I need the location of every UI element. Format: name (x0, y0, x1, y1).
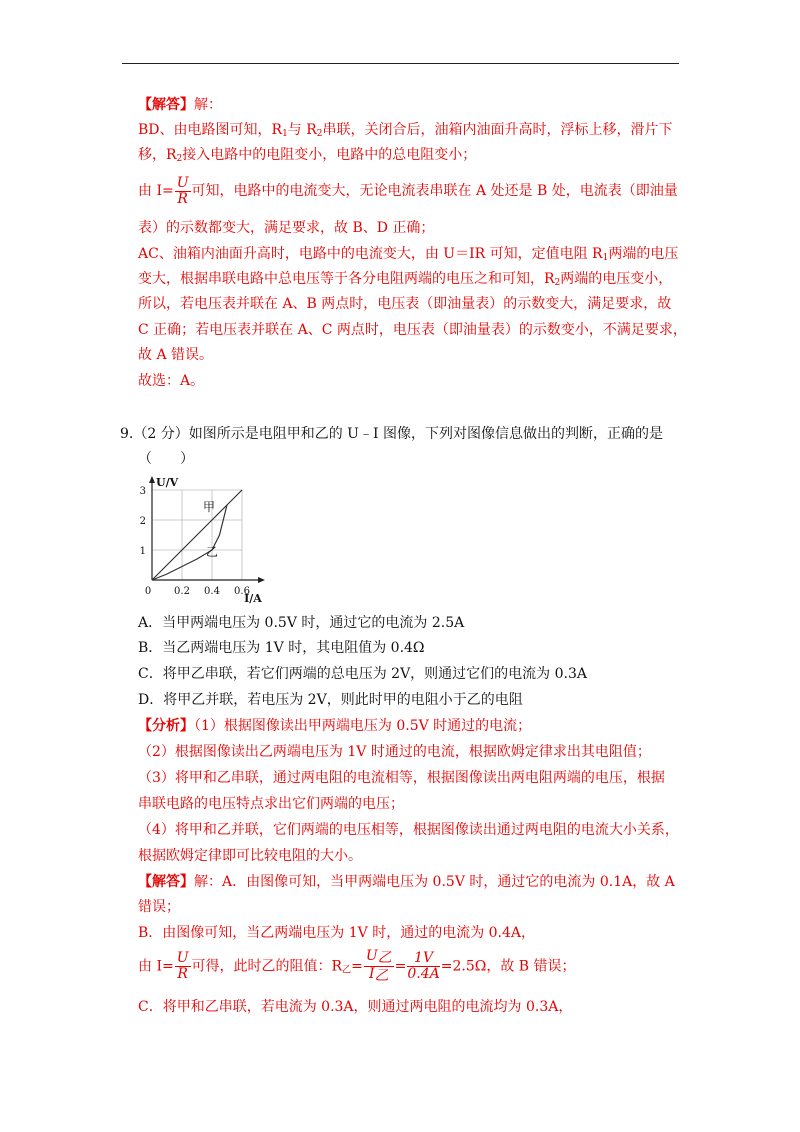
frac3-den-text: I (368, 966, 375, 982)
fenxi-f1: （1）根据图像读出甲两端电压为 0.5V 时通过的电流； (194, 718, 532, 734)
q9-stem-line1 (120, 425, 663, 443)
option-b: B．当乙两端电压为 1V 时，其电阻值为 0.4Ω (138, 640, 425, 656)
fenxi-line3: （3）将甲和乙串联，通过两电阻的电流相等，根据图像读出两电阻两端的电压，根据 (138, 770, 665, 786)
jieda9-label: 【解答】 (138, 874, 194, 890)
x-tick-label-0.2: 0.2 (174, 586, 190, 597)
j4b: 可得，此时乙的阻值：R (191, 958, 343, 975)
l2d: 2 (316, 129, 323, 139)
jieda-text: 解： (194, 97, 222, 113)
analysis8-line2 (138, 121, 673, 143)
jieda9-line2: 错误； (138, 899, 180, 915)
frac3-num-text: U (365, 948, 378, 964)
header-rule (122, 63, 679, 64)
origin-label: 0 (144, 586, 152, 597)
frac3-den (364, 967, 394, 984)
l4a: 由 I= (138, 183, 174, 199)
jieda9-line3: B．由图像可知，当乙两端电压为 1V 时，通过的电流为 0.4A， (138, 925, 536, 941)
analysis8-line8: 所以，若电压表并联在 A、B 两点时，电压表（即油量表）的示数变大，满足要求，故 (138, 296, 672, 312)
analysis8-line11: 故选：A。 (138, 373, 205, 389)
l4b: 可知，电路中的电流变大，无论电流表串联在 A 处还是 B 处，电流表（即油量 (191, 183, 678, 199)
fenxi-line1 (138, 717, 531, 735)
series-yi-label: 乙 (206, 545, 219, 559)
fenxi-line6: 根据欧姆定律即可比较电阻的大小。 (138, 848, 362, 864)
l2c: 与 R (287, 122, 317, 138)
l2e: 串联，关闭合后，油箱内油面升高时，浮标上移，滑片下 (322, 122, 673, 138)
l2b: 1 (282, 129, 288, 139)
y-axis-arrow (149, 476, 155, 483)
l7b: 2 (554, 278, 561, 288)
jieda9-j1: 解：A．由图像可知，当甲两端电压为 0.5V 时，通过它的电流为 0.1A，故 A (194, 874, 675, 890)
frac3-num-sub: 乙 (377, 950, 392, 966)
l3a: 移，R (138, 147, 177, 163)
fraction-1v-over-04a (407, 951, 439, 982)
l6c: 两端的电压 (608, 246, 679, 262)
j4e: =2.5Ω，故 B 错误； (440, 958, 576, 975)
fenxi-line4: 串联电路的电压特点求出它们两端的电压； (138, 796, 404, 812)
option-d: D．将甲乙并联，若电压为 2V，则此时甲的电阻小于乙的电阻 (138, 692, 523, 708)
question-number: 9. (120, 426, 134, 442)
l7c: 两端的电压变小， (560, 271, 673, 287)
series-jia-label: 甲 (203, 500, 216, 514)
frac3-num (364, 949, 394, 967)
analysis8-line3 (138, 146, 476, 168)
analysis8-line10: 故 A 错误。 (138, 347, 214, 363)
y-tick-label-2: 2 (139, 516, 146, 527)
fraction-u-over-r-2 (175, 951, 191, 982)
fenxi-line5: （4）将甲和乙并联，它们两端的电压相等，根据图像读出通过两电阻的电流大小关系， (138, 822, 679, 838)
chart-labels (140, 476, 263, 605)
l6a: AC、油箱内油面升高时，电路中的电流变大，由 U＝IR 可知，定值电阻 R (138, 246, 603, 262)
frac-den: R (177, 190, 188, 207)
fraction-u-over-r (175, 176, 191, 207)
chart-series (152, 490, 242, 580)
jieda9-line5: C．将甲和乙串联，若电流为 0.3A，则通过两电阻的电流均为 0.3A， (138, 999, 573, 1015)
chart-axes (149, 476, 265, 583)
y-tick-label-3: 3 (139, 486, 146, 497)
j4d: = (394, 958, 407, 975)
x-tick-label-0.4: 0.4 (204, 586, 220, 597)
x-tick-label-0.6: 0.6 (234, 586, 250, 597)
analysis8-line5: 表）的示数都变大，满足要求，故 B、D 正确； (138, 220, 435, 236)
y-tick-label-1: 1 (139, 546, 146, 557)
ui-chart (130, 474, 280, 606)
l7a: 变大，根据串联电路中总电压等于各分电阻两端的电压之和可知，R (138, 271, 555, 287)
frac4-num: 1V (407, 951, 439, 967)
series-jia-line (152, 490, 242, 580)
frac3-den-sub: 乙 (374, 968, 389, 984)
j4-sub: 乙 (342, 965, 352, 976)
x-axis-arrow (258, 577, 265, 583)
x-axis-label: I/A (244, 592, 262, 605)
l2a: BD、由电路图可知，R (138, 122, 283, 138)
j4c: = (351, 958, 363, 975)
fenxi-label: 【分析】 (138, 718, 194, 734)
analysis8-line6 (138, 245, 678, 267)
analysis8-line9: C 正确；若电压表并联在 A、C 两点时，电压表（即油量表）的示数变小，不满足要求， (138, 322, 687, 338)
fenxi-line2: （2）根据图像读出乙两端电压为 1V 时通过的电流，根据欧姆定律求出其电阻值； (138, 744, 651, 760)
q9-stem-line2: （ ） (138, 451, 194, 467)
frac2-num: U (176, 950, 189, 966)
analysis8-line1 (138, 96, 222, 114)
frac2-den: R (177, 966, 188, 982)
jieda-label: 【解答】 (138, 97, 194, 113)
analysis8-line4 (138, 175, 678, 207)
jieda9-line1 (138, 873, 675, 891)
option-c: C．将甲乙串联，若它们两端的总电压为 2V，则通过它们的电流为 0.3A (138, 666, 588, 682)
fraction-uz-over-iz (364, 949, 394, 984)
j4a: 由 I= (138, 958, 174, 975)
y-axis-label: U/V (156, 476, 179, 489)
l3c: 接入电路中的电阻变小，电路中的总电阻变小； (182, 147, 477, 163)
analysis8-line7 (138, 270, 672, 292)
l6b: 1 (602, 253, 609, 263)
l3b: 2 (176, 154, 183, 164)
jieda9-line4 (138, 949, 576, 988)
option-a: A．当甲两端电压为 0.5V 时，通过它的电流为 2.5A (138, 615, 465, 631)
frac4-den: 0.4A (407, 966, 440, 982)
question-stem: （2 分）如图所示是电阻甲和乙的 U﹣I 图像，下列对图像信息做出的判断，正确的是 (133, 426, 663, 442)
frac-num: U (176, 174, 189, 191)
